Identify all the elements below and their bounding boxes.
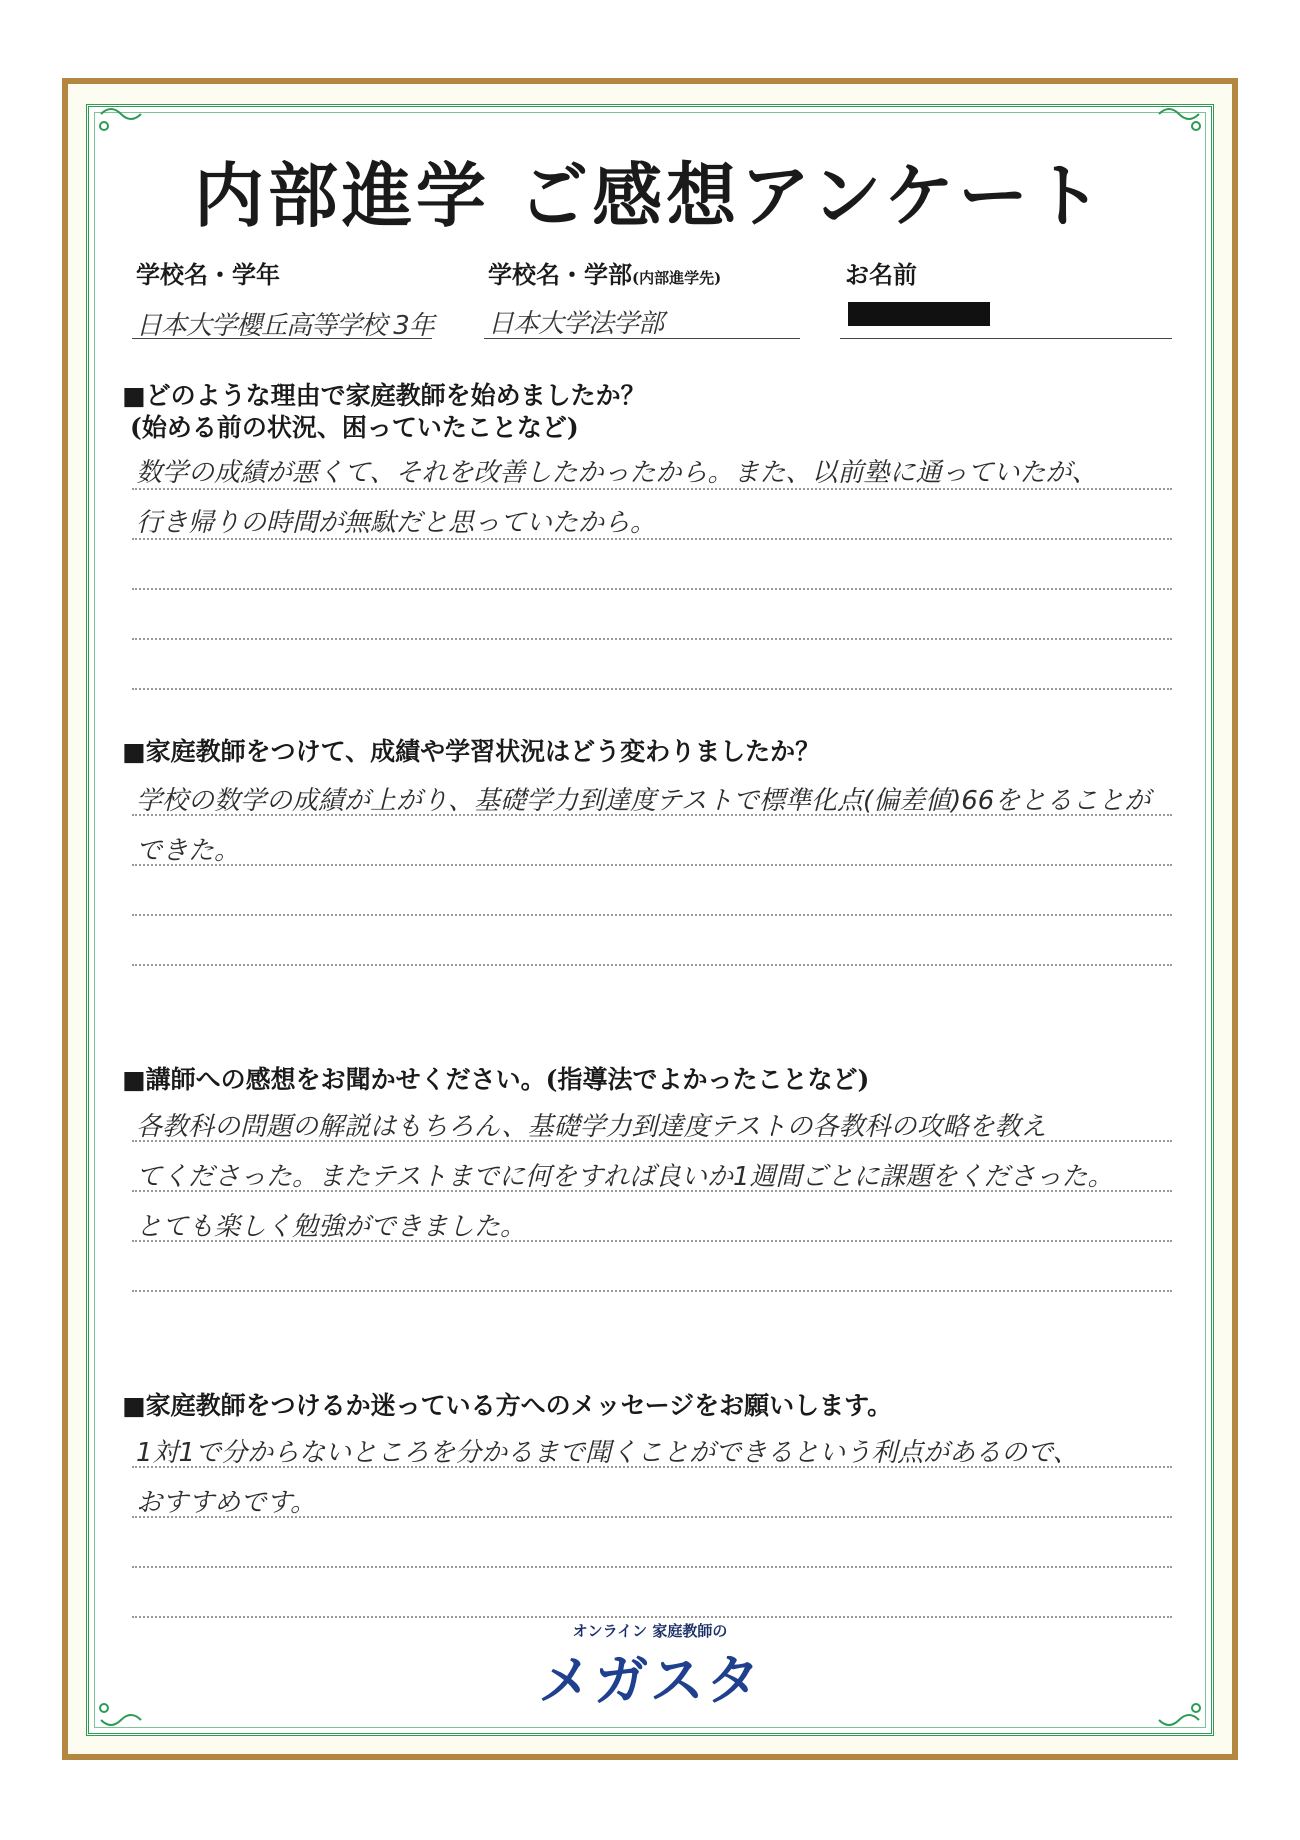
logo-name: メガスタ [538,1649,762,1712]
question-4-title: ■家庭教師をつけるか迷っている方へのメッセージをお願いします。 [122,1391,893,1420]
answer-rule [132,864,1172,866]
school-grade-label: 学校名・学年 [136,260,280,289]
corner-ornament-top-right [1144,104,1204,144]
answer-rule [132,688,1172,690]
school-grade-value: 日本大学櫻丘高等学校 3年 [136,311,434,341]
school-grade-underline [132,338,432,339]
answer-rule [132,638,1172,640]
answer-rule [132,1616,1172,1618]
answer-rule [132,488,1172,490]
question-1-answer-line-2: 行き帰りの時間が無駄だと思っていたから。 [136,508,657,538]
question-3-answer-line-2: てくださった。またテストまでに何をすれば良いか1週間ごとに課題をくださった。 [136,1162,1114,1192]
answer-rule [132,814,1172,816]
question-2-answer-line-1: 学校の数学の成績が上がり、基礎学力到達度テストで標準化点(偏差値)66をとることが [136,786,1151,816]
question-3-answer-line-1: 各教科の問題の解説はもちろん、基礎学力到達度テストの各教科の攻略を教え [136,1112,1047,1142]
answer-rule [132,1516,1172,1518]
question-2-answer-line-2: できた。 [136,836,241,866]
question-1-answer-line-1: 数学の成績が悪くて、それを改善したかったから。また、以前塾に通っていたが、 [136,458,1098,488]
page-title: 内部進学 ご感想アンケート [193,154,1107,237]
answer-rule [132,1190,1172,1192]
answer-rule [132,1290,1172,1292]
answer-rule [132,1140,1172,1142]
answer-rule [132,1566,1172,1568]
question-4-answer-line-2: おすすめです。 [136,1488,317,1518]
answer-rule [132,588,1172,590]
name-underline [840,338,1172,339]
name-redaction [848,302,990,326]
dest-label [488,255,721,290]
question-2-title: ■家庭教師をつけて、成績や学習状況はどう変わりましたか？ [122,737,821,766]
answer-rule [132,1466,1172,1468]
dest-value: 日本大学法学部 [488,309,664,339]
answer-rule [132,964,1172,966]
question-1-subtitle: (始める前の状況、困っていたことなど) [130,413,579,442]
question-3-answer-line-3: とても楽しく勉強ができました。 [136,1212,527,1242]
name-label: お名前 [845,260,917,289]
logo-subtitle: オンライン 家庭教師の [572,1622,728,1640]
answer-rule [132,1240,1172,1242]
dest-underline [484,338,800,339]
dest-label-text: 学校名・学部 [488,260,632,289]
question-3-title: ■講師への感想をお聞かせください。(指導法でよかったことなど) [122,1065,870,1094]
corner-ornament-top-left [96,104,156,144]
dest-label-note: (内部進学先) [632,269,722,287]
question-4-answer-line-1: 1対1で分からないところを分かるまで聞くことができるという利点があるので、 [136,1438,1079,1468]
answer-rule [132,914,1172,916]
answer-rule [132,538,1172,540]
question-1-title: ■どのような理由で家庭教師を始めましたか？ [122,381,646,410]
